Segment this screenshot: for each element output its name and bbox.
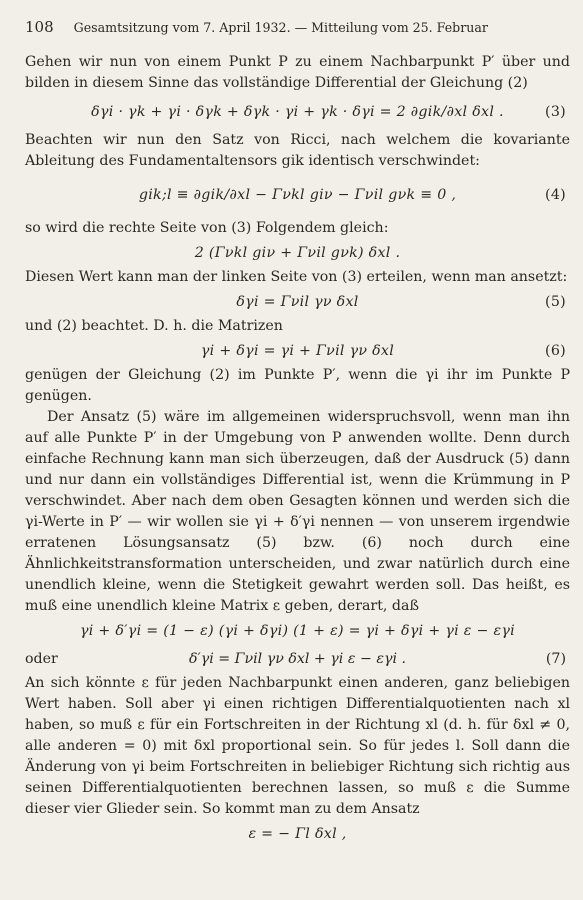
oder-label: oder — [25, 651, 58, 667]
equation-body: δ′γi = Γνil γν δxl + γi ε − εγi . — [188, 651, 407, 667]
equation — [25, 617, 570, 645]
equation-with-label — [25, 645, 570, 673]
paragraph: so wird die rechte Seite von (3) Folgendem gleich: — [25, 220, 389, 236]
paragraph: Beachten wir nun den Satz von Ricci, nach welchem die kovariante Ableitung des Fundamentaltensors gik identisch verschwindet: — [25, 132, 570, 169]
equation — [25, 239, 570, 267]
equation-body: γi + δγi = γi + Γνil γν δxl — [200, 343, 395, 359]
equation-body: δγi = Γνil γν δxl — [236, 294, 359, 310]
paragraph: Der Ansatz (5) wäre im allgemeinen widerspruchsvoll, wenn man ihn auf alle Punkte P′ in der Umgebung von P anwenden wollte. Denn durch einfache Rechnung kann man sich überzeugen, daß der Ausdruck (5) dann und nur dann ein vollständiges Differential ist, wenn die Krümmung in P verschwindet. Aber nach dem oben Gesagten können und werden sich die γi-Werte in P′ — wir wollen sie γi + δ′γi nennen — von unserem irgendwie erratenen Lösungsansatz (5) bzw. (6) noch durch eine Ähnlichkeitstransformation unterscheiden, und zwar natürlich durch eine unendlich kleine, wenn die Stetigkeit gewahrt werden soll. Das heißt, es muß eine unendlich kleine Matrix ε geben, derart, daß — [25, 409, 570, 614]
equation-body: δγi · γk + γi · δγk + δγk · γi + γk · δγi = 2 ∂gik/∂xl δxl . — [91, 104, 504, 120]
equation — [25, 820, 570, 848]
running-title: Gesamtsitzung vom 7. April 1932. — Mitteilung vom 25. Februar — [73, 20, 488, 35]
equation-number: (6) — [545, 343, 566, 359]
equation-number: (4) — [545, 187, 566, 203]
equation — [25, 337, 570, 365]
paragraph: und (2) beachtet. D. h. die Matrizen — [25, 318, 283, 334]
page-number: 108 — [25, 18, 54, 36]
equation — [25, 94, 570, 130]
equation-body: ε = − Γl δxl , — [248, 826, 347, 842]
equation-number: (7) — [545, 651, 566, 667]
paragraph: Diesen Wert kann man der linken Seite von (3) erteilen, wenn man ansetzt: — [25, 269, 568, 285]
equation-body: 2 (Γνkl giν + Γνil gνk) δxl . — [194, 245, 401, 261]
body-text — [25, 52, 570, 848]
paragraph: An sich könnte ε für jeden Nachbarpunkt einen anderen, ganz beliebigen Wert haben. Soll aber γi einen richtigen Differentialquotienten nach xl haben, so muß ε für ein Fortschreiten in der Richtung xl (d. h. für δxl ≠ 0, alle anderen = 0) mit δxl proportional sein. So für jedes l. Soll dann die Änderung von γi beim Fortschreiten in beliebiger Richtung sich richtig aus seinen Differentialquotienten berechnen lassen, so muß ε die Summe dieser vier Glieder sein. So kommt man zu dem Ansatz — [25, 675, 570, 817]
running-header — [25, 18, 570, 36]
equation — [25, 172, 570, 218]
equation-body: γi + δ′γi = (1 − ε) (γi + δγi) (1 + ε) = γi + δγi + γi ε − εγi — [80, 623, 515, 639]
equation-body: gik;l ≡ ∂gik/∂xl − Γνkl giν − Γνil gνk ≡ 0 , — [138, 187, 457, 203]
equation — [25, 288, 570, 316]
paragraph: genügen der Gleichung (2) im Punkte P′, wenn die γi ihr im Punkte P genügen. — [25, 367, 570, 404]
equation-number: (5) — [545, 294, 566, 310]
paragraph: Gehen wir nun von einem Punkt P zu einem Nachbarpunkt P′ über und bilden in diesem Sinne das vollständige Differential der Gleichung (2) — [25, 54, 570, 91]
equation-number: (3) — [545, 104, 566, 120]
